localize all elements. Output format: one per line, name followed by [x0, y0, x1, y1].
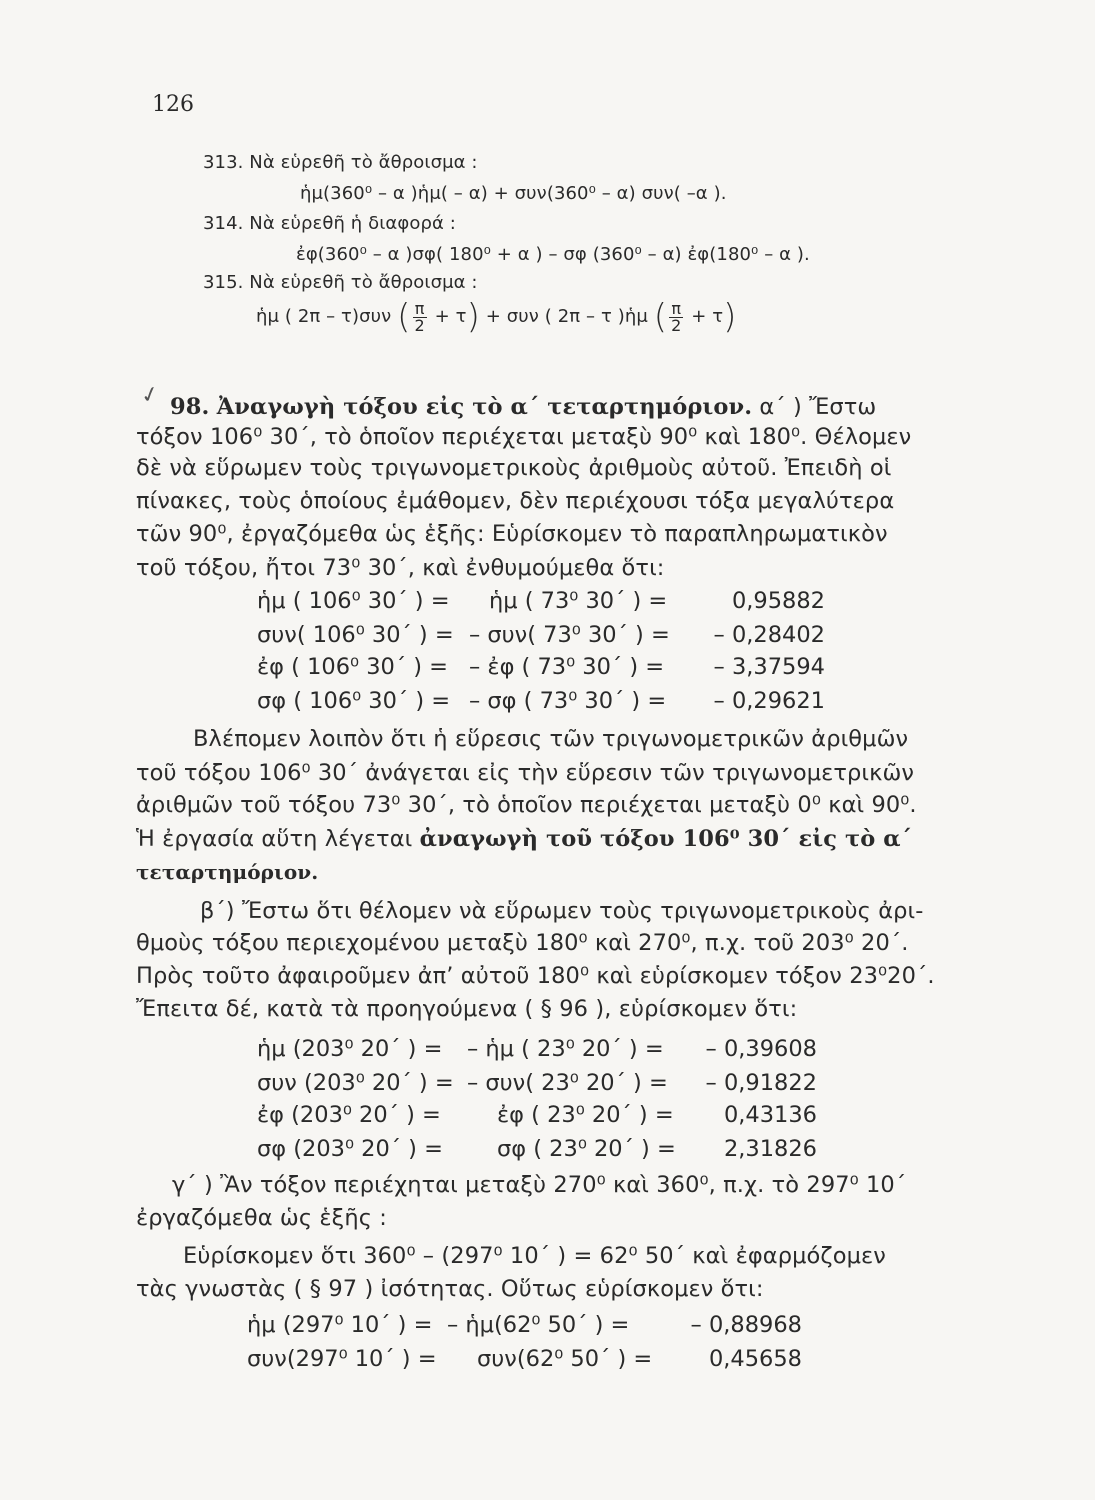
paragraph-line: Πρὸς τοῦτο ἀφαιροῦμεν ἀπ’ αὐτοῦ 180⁰ καὶ εὑρίσκομεν τόξον 23⁰20΄. [136, 963, 935, 989]
equation-lhs: σφ (203⁰ 20΄ ) = [257, 1136, 443, 1162]
equation-lhs: ἡμ (203⁰ 20΄ ) = [257, 1036, 443, 1062]
fraction-numerator: π [413, 301, 427, 318]
equation-mid: συν(62⁰ 50΄ ) = [477, 1346, 653, 1372]
section-number: 98. [170, 394, 210, 420]
equation-mid: ἡμ ( 73⁰ 30΄ ) = [489, 588, 668, 614]
paragraph-line: Ἔπειτα δέ, κατὰ τὰ προηγούμενα ( § 96 ), εὑρίσκομεν ὅτι: [136, 996, 798, 1022]
fraction-numerator: π [669, 301, 683, 318]
paragraph-line: τόξον 106⁰ 30΄, τὸ ὁποῖον περιέχεται μεταξὺ 90⁰ καὶ 180⁰. Θέλομεν [136, 424, 912, 450]
formula-part: + τ [691, 306, 724, 327]
emphasis-text: ἀναγωγὴ τοῦ τόξου 106⁰ 30΄ εἰς τὸ α΄ [419, 826, 912, 852]
section-intro: α΄ ) Ἔστω [759, 394, 877, 420]
equation-value: – 0,88968 [690, 1312, 802, 1338]
formula-part: + συν ( 2π – τ )ἡμ [485, 306, 648, 327]
paren-close: ) [466, 297, 480, 337]
paragraph-line: Βλέπομεν λοιπὸν ὅτι ἡ εὕρεσις τῶν τριγωνομετρικῶν ἀριθμῶν [193, 726, 909, 752]
paragraph-line: τῶν 90⁰, ἐργαζόμεθα ὡς ἑξῆς: Εὑρίσκομεν τὸ παραπληρωματικὸν [136, 521, 888, 547]
paragraph-line: Εὑρίσκομεν ὅτι 360⁰ – (297⁰ 10΄ ) = 62⁰ 50΄ καὶ ἐφαρμόζομεν [183, 1243, 886, 1269]
equation-value: – 0,29621 [713, 688, 825, 714]
equation-table-2 [257, 1036, 837, 1166]
emphasis-text: τεταρτημόριον. [136, 860, 319, 884]
paren-open: ( [397, 297, 411, 337]
equation-value: 0,43136 [723, 1102, 817, 1128]
paragraph-line [136, 826, 912, 852]
paragraph-line: θμοὺς τόξου περιεχομένου μεταξὺ 180⁰ καὶ 270⁰, π.χ. τοῦ 203⁰ 20΄. [136, 930, 909, 956]
paragraph-text: Ἡ ἐργασία αὕτη λέγεται [136, 826, 413, 852]
exercise-313-label: 313. Νὰ εὑρεθῆ τὸ ἄθροισμα : [203, 152, 478, 173]
equation-value: 0,95882 [731, 588, 825, 614]
exercise-315-formula [256, 297, 737, 337]
equation-value: – 0,39608 [705, 1036, 817, 1062]
formula-part: ἡμ ( 2π – τ)συν [256, 306, 392, 327]
equation-lhs: ἡμ (297⁰ 10΄ ) = [247, 1312, 433, 1338]
exercise-315-label: 315. Νὰ εὑρεθῆ τὸ ἄθροισμα : [203, 272, 478, 293]
equation-table-1 [257, 588, 837, 718]
fraction [413, 298, 427, 335]
paragraph-line: πίνακες, τοὺς ὁποίους ἐμάθομεν, δὲν περιέχουσι τόξα μεγαλύτερα [136, 488, 895, 514]
equation-lhs: σφ ( 106⁰ 30΄ ) = [257, 688, 451, 714]
equation-mid: σφ ( 23⁰ 20΄ ) = [497, 1136, 676, 1162]
page-number: 126 [152, 92, 194, 117]
equation-lhs: ἐφ ( 106⁰ 30΄ ) = [257, 654, 449, 680]
fraction [669, 298, 683, 335]
equation-mid: – ἐφ ( 73⁰ 30΄ ) = [469, 654, 665, 680]
equation-mid: – συν( 73⁰ 30΄ ) = [469, 622, 670, 648]
equation-lhs: συν(297⁰ 10΄ ) = [247, 1346, 437, 1372]
equation-lhs: ἡμ ( 106⁰ 30΄ ) = [257, 588, 450, 614]
fraction-denominator: 2 [671, 315, 682, 335]
equation-mid: – σφ ( 73⁰ 30΄ ) = [469, 688, 667, 714]
paragraph-line: β΄) Ἔστω ὅτι θέλομεν νὰ εὕρωμεν τοὺς τριγωνομετρικοὺς ἀρι- [200, 898, 924, 924]
pencil-check-mark: ✓ [138, 381, 163, 410]
paragraph-line: τοῦ τόξου 106⁰ 30΄ ἀνάγεται εἰς τὴν εὕρεσιν τῶν τριγωνομετρικῶν [136, 760, 915, 786]
equation-mid: – ἡμ(62⁰ 50΄ ) = [447, 1312, 630, 1338]
equation-value: 0,45658 [708, 1346, 802, 1372]
fraction-denominator: 2 [414, 315, 425, 335]
paragraph-line: ἀριθμῶν τοῦ τόξου 73⁰ 30΄, τὸ ὁποῖον περιέχεται μεταξὺ 0⁰ καὶ 90⁰. [136, 792, 917, 818]
equation-value: – 0,28402 [713, 622, 825, 648]
equation-table-3 [247, 1312, 847, 1382]
exercise-314-label: 314. Νὰ εὑρεθῆ ἡ διαφορά : [203, 213, 456, 234]
paragraph-line: τοῦ τόξου, ἤτοι 73⁰ 30΄, καὶ ἐνθυμούμεθα ὅτι: [136, 555, 665, 581]
section-title: Ἀναγωγὴ τόξου εἰς τὸ α΄ τεταρτημόριον. [216, 394, 753, 420]
paren-close: ) [723, 297, 737, 337]
equation-value: – 0,91822 [705, 1070, 817, 1096]
paren-open: ( [653, 297, 668, 337]
equation-mid: – ἡμ ( 23⁰ 20΄ ) = [467, 1036, 664, 1062]
formula-part: + τ [434, 306, 467, 327]
paragraph-line: δὲ νὰ εὕρωμεν τοὺς τριγωνομετρικοὺς ἀριθμοὺς αὐτοῦ. Ἐπειδὴ οἱ [136, 455, 892, 481]
equation-lhs: συν( 106⁰ 30΄ ) = [257, 622, 454, 648]
equation-mid: – συν( 23⁰ 20΄ ) = [467, 1070, 668, 1096]
equation-lhs: ἐφ (203⁰ 20΄ ) = [257, 1102, 441, 1128]
section-heading-line [170, 394, 876, 420]
paragraph-line: τὰς γνωστὰς ( § 97 ) ἰσότητας. Οὕτως εὑρίσκομεν ὅτι: [136, 1276, 764, 1302]
equation-value: 2,31826 [723, 1136, 817, 1162]
equation-value: – 3,37594 [713, 654, 825, 680]
paragraph-line: ἐργαζόμεθα ὡς ἑξῆς : [136, 1205, 387, 1231]
exercise-313-formula: ἡμ(360⁰ – α )ἡμ( – α) + συν(360⁰ – α) συν( –α ). [300, 183, 727, 204]
equation-lhs: συν (203⁰ 20΄ ) = [257, 1070, 454, 1096]
equation-mid: ἐφ ( 23⁰ 20΄ ) = [497, 1102, 674, 1128]
paragraph-line: γ΄ ) Ἂν τόξον περιέχηται μεταξὺ 270⁰ καὶ 360⁰, π.χ. τὸ 297⁰ 10΄ [172, 1172, 907, 1198]
exercise-314-formula: ἐφ(360⁰ – α )σφ( 180⁰ + α ) – σφ (360⁰ – α) ἐφ(180⁰ – α ). [296, 244, 810, 265]
